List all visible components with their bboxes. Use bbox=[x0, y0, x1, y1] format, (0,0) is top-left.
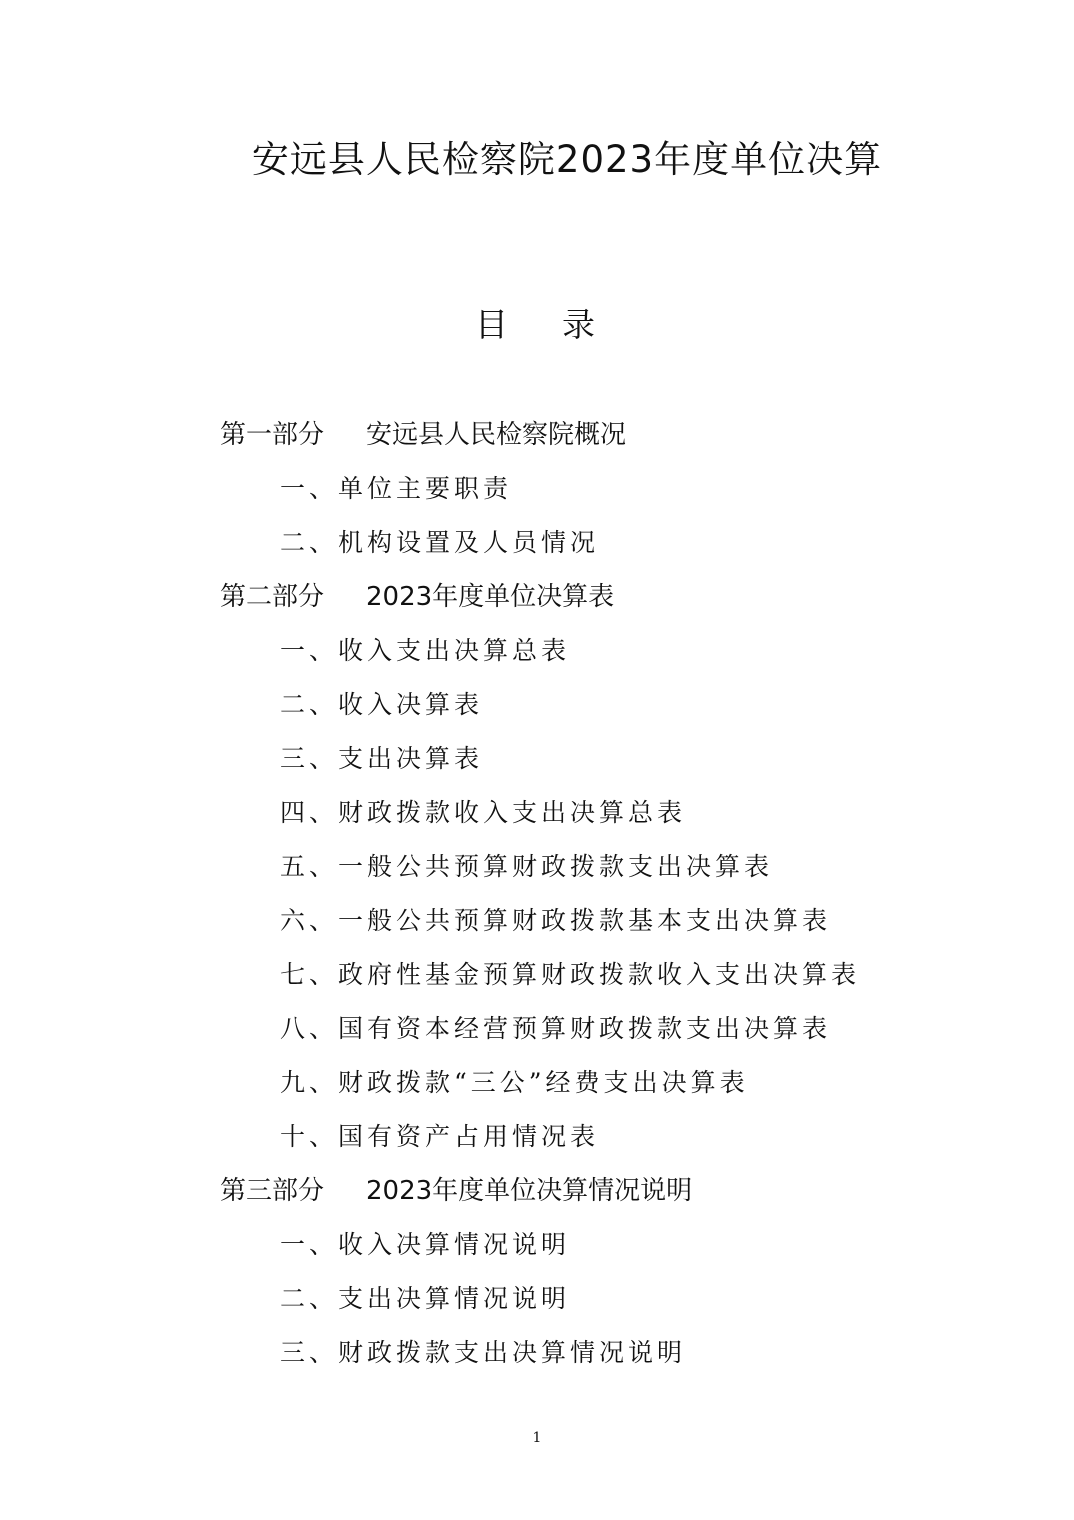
toc-item: 十、国有资产占用情况表 bbox=[280, 1122, 600, 1151]
toc-heading-char-1: 目 bbox=[475, 305, 508, 344]
toc-part-3 bbox=[220, 1164, 1020, 1218]
part-3-title: 2023年度单位决算情况说明 bbox=[366, 1176, 693, 1206]
toc-part-2 bbox=[220, 570, 1020, 624]
toc-heading bbox=[475, 300, 595, 350]
toc-item: 三、财政拨款支出决算情况说明 bbox=[280, 1338, 687, 1367]
toc-heading-char-2: 录 bbox=[562, 305, 595, 344]
toc-item: 七、政府性基金预算财政拨款收入支出决算表 bbox=[280, 960, 861, 989]
toc-item: 八、国有资本经营预算财政拨款支出决算表 bbox=[280, 1014, 832, 1043]
document-title: 安远县人民检察院2023年度单位决算 bbox=[251, 138, 883, 181]
part-3-label: 第三部分 bbox=[220, 1176, 325, 1206]
toc-item: 一、单位主要职责 bbox=[280, 474, 513, 503]
part-1-title: 安远县人民检察院概况 bbox=[366, 420, 627, 450]
toc-item: 三、支出决算表 bbox=[280, 744, 484, 773]
part-2-label: 第二部分 bbox=[220, 582, 325, 612]
toc-item: 二、收入决算表 bbox=[280, 690, 484, 719]
toc-item: 一、收入支出决算总表 bbox=[280, 636, 571, 665]
table-of-contents bbox=[220, 408, 1020, 1380]
toc-item: 六、一般公共预算财政拨款基本支出决算表 bbox=[280, 906, 832, 935]
part-1-label: 第一部分 bbox=[220, 420, 325, 450]
toc-item: 五、一般公共预算财政拨款支出决算表 bbox=[280, 852, 774, 881]
toc-item: 九、财政拨款“三公”经费支出决算表 bbox=[280, 1068, 749, 1097]
toc-part-1 bbox=[220, 408, 1020, 462]
toc-item: 二、支出决算情况说明 bbox=[280, 1284, 571, 1313]
toc-item: 一、收入决算情况说明 bbox=[280, 1230, 571, 1259]
page-number: 1 bbox=[532, 1430, 542, 1446]
toc-item: 四、财政拨款收入支出决算总表 bbox=[280, 798, 687, 827]
part-2-title: 2023年度单位决算表 bbox=[366, 582, 615, 612]
toc-item: 二、机构设置及人员情况 bbox=[280, 528, 600, 557]
